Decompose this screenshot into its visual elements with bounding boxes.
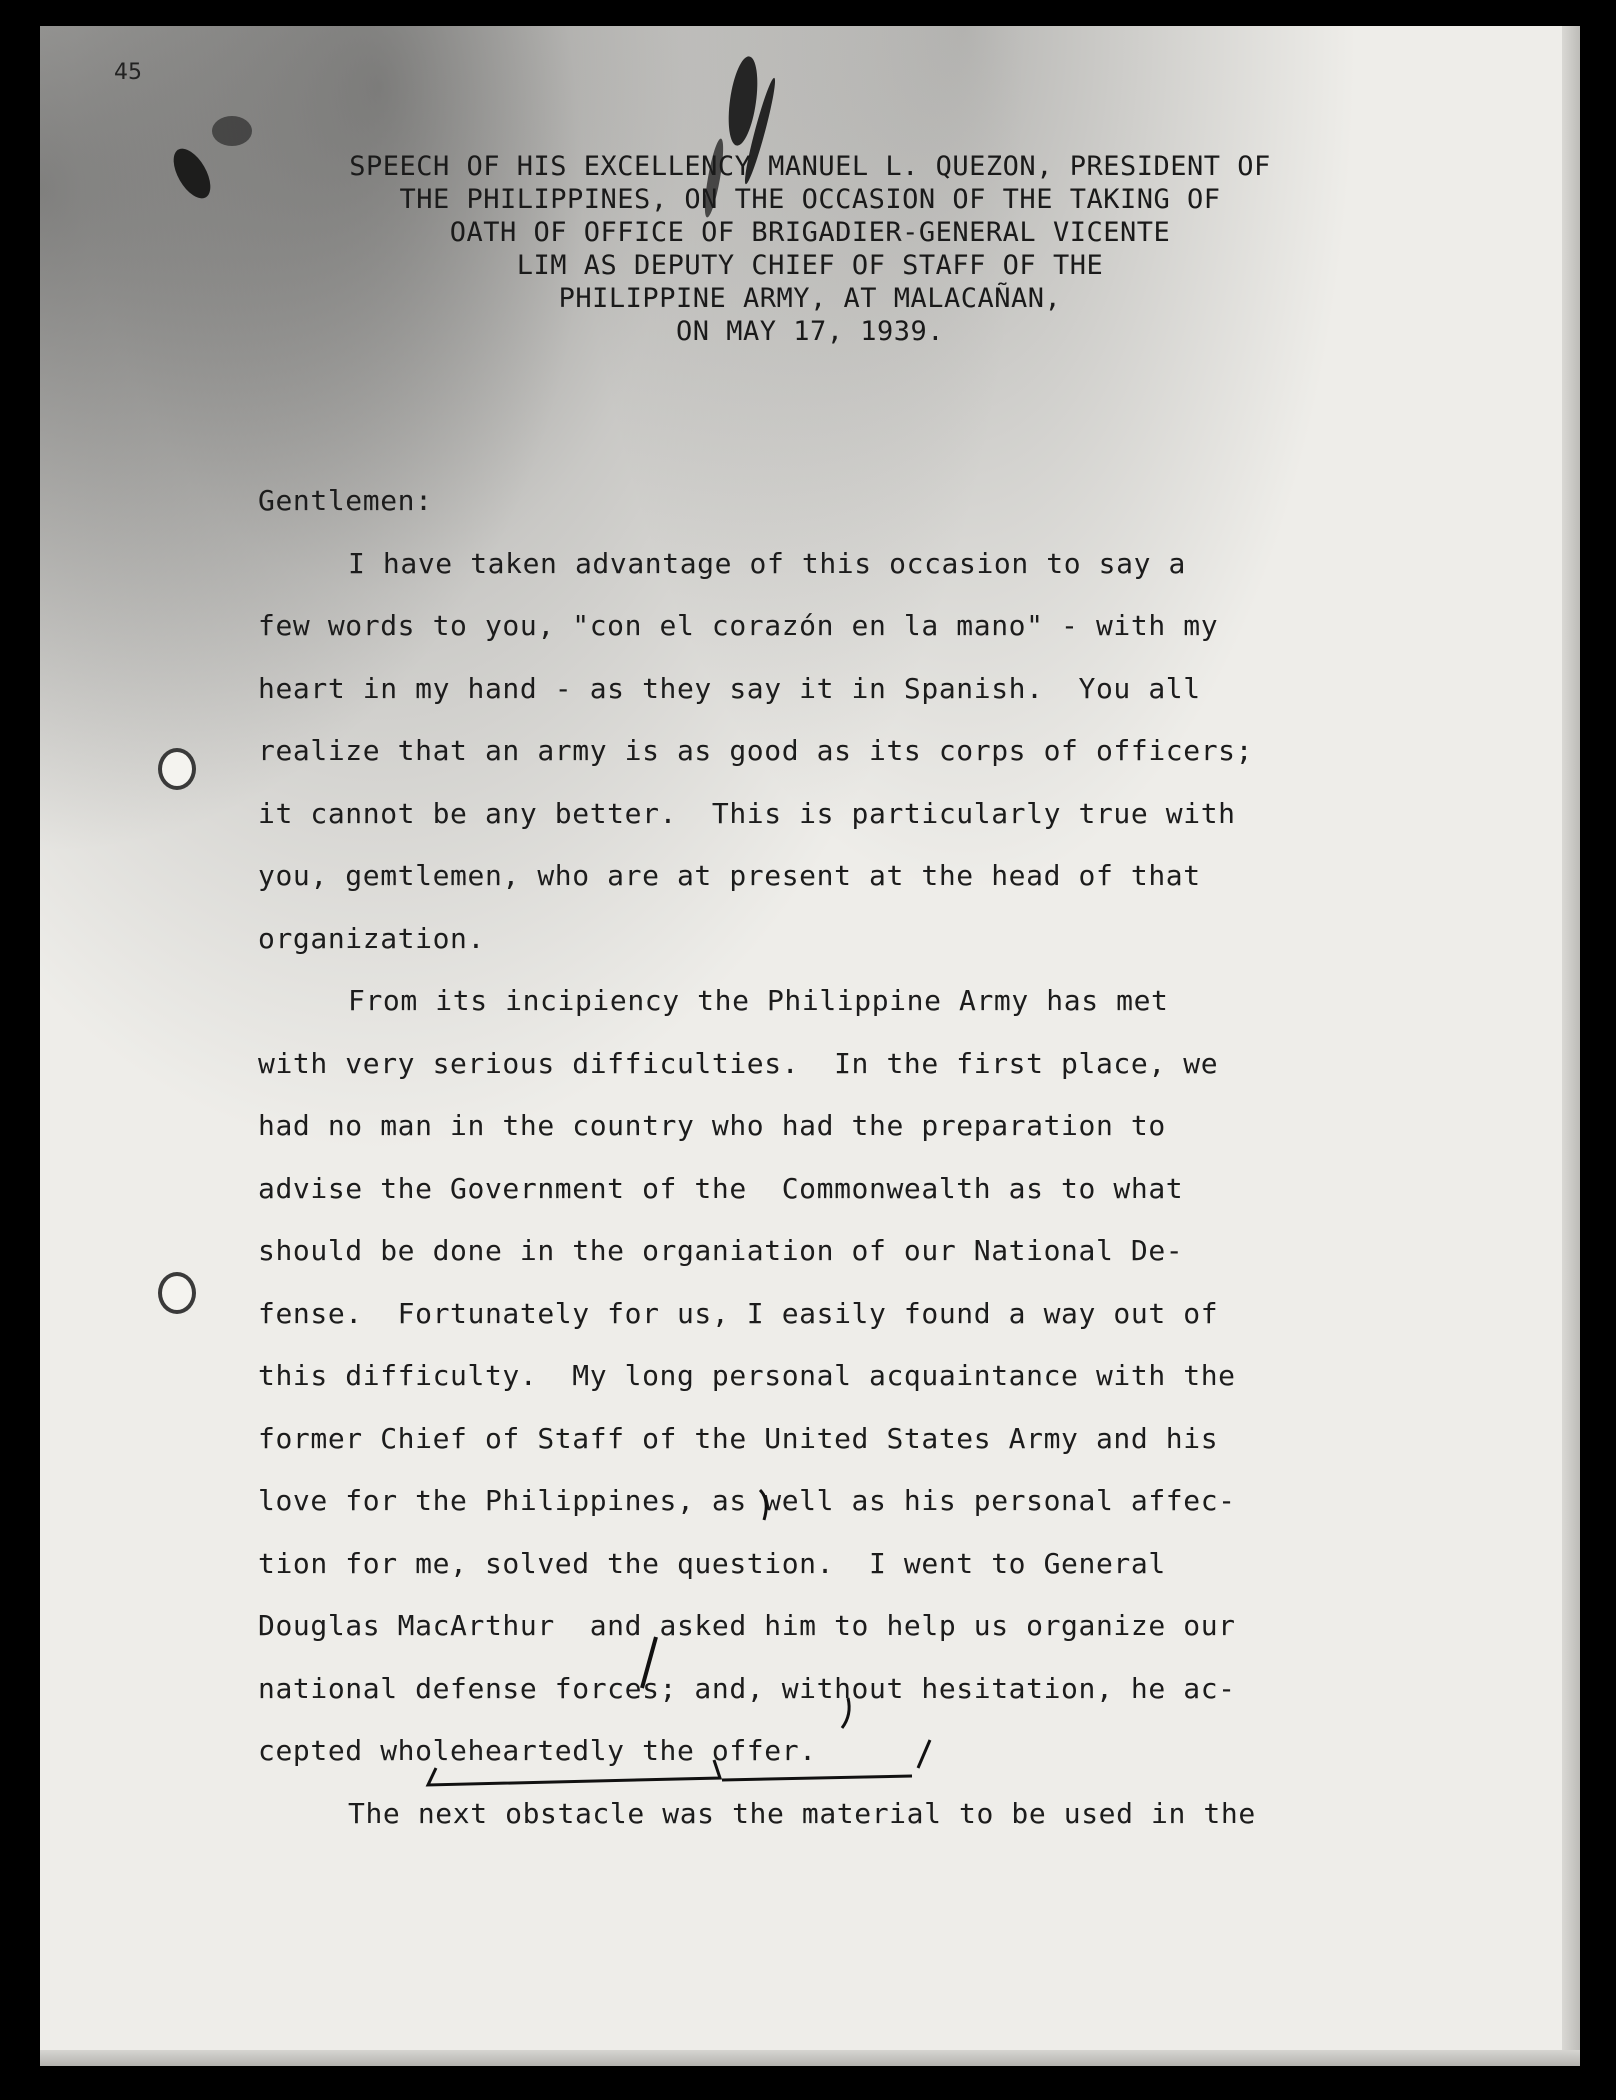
paragraph-line: heart in my hand - as they say it in Spanish. You all bbox=[258, 671, 1201, 705]
corner-page-mark: 45 bbox=[114, 60, 142, 85]
salutation: Gentlemen: bbox=[258, 484, 433, 517]
paragraph-line: Douglas MacArthur and asked him to help us organize our bbox=[258, 1609, 1236, 1642]
paragraph-line: you, gemtlemen, who are at present at the head of that bbox=[258, 859, 1201, 892]
paragraph-line: with very serious difficulties. In the first place, we bbox=[258, 1046, 1219, 1080]
paragraph-line: should be done in the organiation of our National De- bbox=[258, 1234, 1184, 1267]
ink-smudge bbox=[166, 143, 218, 205]
heading-line: ON MAY 17, 1939. bbox=[675, 316, 945, 347]
paragraph-line: I have taken advantage of this occasion to say a bbox=[348, 546, 1186, 580]
paragraph-line: tion for me, solved the question. I went to General bbox=[258, 1546, 1166, 1580]
punch-hole-lower bbox=[158, 1272, 196, 1314]
paragraph-line: The next obstacle was the material to be used in the bbox=[348, 1796, 1256, 1830]
paragraph-line: few words to you, "con el corazón en la mano" - with my bbox=[258, 609, 1219, 642]
heading-line: SPEECH OF HIS EXCELLENCY MANUEL L. QUEZON, PRESIDENT OF bbox=[349, 151, 1271, 182]
heading-line: OATH OF OFFICE OF BRIGADIER-GENERAL VICENTE bbox=[449, 217, 1171, 248]
paragraph-line: this difficulty. My long personal acquaintance with the bbox=[258, 1359, 1236, 1392]
paragraph-line: former Chief of Staff of the United States Army and his bbox=[258, 1421, 1219, 1455]
heading-line: THE PHILIPPINES, ON THE OCCASION OF THE TAKING OF bbox=[399, 184, 1221, 215]
speech-heading bbox=[240, 150, 1380, 348]
paragraph-line: love for the Philippines, as well as his personal affec- bbox=[258, 1484, 1236, 1517]
punch-hole-upper bbox=[158, 748, 196, 790]
paragraph-line: cepted wholeheartedly the offer. bbox=[258, 1734, 817, 1767]
paragraph-line: From its incipiency the Philippine Army has met bbox=[348, 984, 1169, 1017]
heading-line: PHILIPPINE ARMY, AT MALACAÑAN, bbox=[558, 283, 1062, 314]
heading-line: LIM AS DEPUTY CHIEF OF STAFF OF THE bbox=[516, 250, 1104, 281]
paragraph-line: national defense forces; and, without hesitation, he ac- bbox=[258, 1671, 1236, 1705]
paragraph-line: realize that an army is as good as its corps of officers; bbox=[258, 734, 1254, 767]
page-edge-bottom bbox=[40, 2050, 1580, 2066]
paragraph-line: fense. Fortunately for us, I easily found a way out of bbox=[258, 1296, 1219, 1330]
paragraph-line: advise the Government of the Commonwealth as to what bbox=[258, 1171, 1184, 1205]
paragraph-line: organization. bbox=[258, 921, 485, 955]
paragraph-line: had no man in the country who had the preparation to bbox=[258, 1109, 1166, 1142]
speech-body bbox=[258, 470, 1408, 1845]
paragraph-line: it cannot be any better. This is particularly true with bbox=[258, 796, 1236, 830]
page-edge-right bbox=[1562, 26, 1580, 2066]
ink-smudge bbox=[212, 116, 252, 146]
